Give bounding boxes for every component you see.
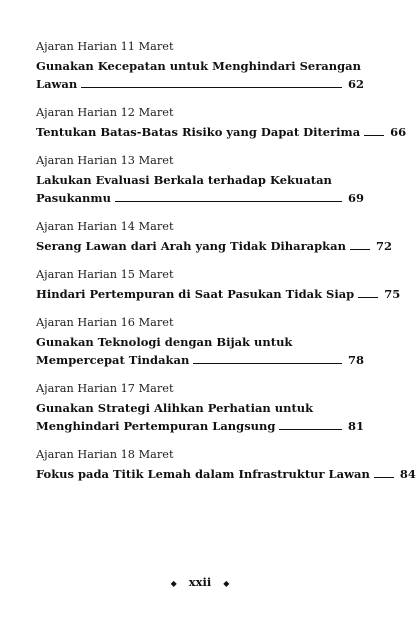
- leader-line: [374, 468, 394, 478]
- toc-entry[interactable]: [36, 382, 364, 435]
- entry-title: [36, 333, 364, 369]
- table-of-contents: [36, 40, 416, 496]
- entry-title-line: Menghindari Pertempuran Langsung: [36, 419, 276, 433]
- leader-line: [115, 192, 342, 202]
- entry-date-label: Ajaran Harian 18 Maret: [36, 448, 174, 461]
- entry-title: [36, 123, 407, 141]
- toc-entry[interactable]: [36, 106, 407, 141]
- entry-date-label: Ajaran Harian 15 Maret: [36, 268, 174, 281]
- entry-title-last-line: [36, 237, 392, 255]
- entry-title-last-line: [36, 465, 416, 483]
- entry-page-number: 84: [399, 467, 416, 481]
- entry-date-label: Ajaran Harian 14 Maret: [36, 220, 174, 233]
- entry-page-number: 69: [347, 191, 364, 205]
- toc-entry[interactable]: [36, 448, 416, 483]
- entry-page-number: 66: [390, 125, 407, 139]
- entry-title-last-line: [36, 189, 364, 207]
- entry-title-last-line: [36, 75, 364, 93]
- entry-page-number: 75: [384, 287, 401, 301]
- diamond-ornament-icon: ◆: [170, 578, 177, 588]
- entry-title-line: Lawan: [36, 77, 78, 91]
- entry-page-number: 78: [347, 353, 364, 367]
- entry-title: [36, 399, 364, 435]
- leader-line: [350, 240, 370, 250]
- entry-title: [36, 465, 416, 483]
- page-number-label: xxii: [188, 575, 212, 589]
- entry-title: [36, 57, 364, 93]
- entry-date-label: Ajaran Harian 11 Maret: [36, 40, 174, 53]
- entry-title-line: Gunakan Teknologi dengan Bijak untuk: [36, 335, 293, 349]
- entry-title: [36, 237, 392, 255]
- leader-line: [193, 354, 342, 364]
- entry-title: [36, 171, 364, 207]
- entry-title-line: Lakukan Evaluasi Berkala terhadap Kekuatan: [36, 173, 332, 187]
- entry-title-line: Pasukanmu: [36, 191, 111, 205]
- entry-page-number: 81: [347, 419, 364, 433]
- diamond-ornament-icon: ◆: [223, 578, 230, 588]
- toc-entry[interactable]: [36, 268, 401, 303]
- leader-line: [279, 420, 342, 430]
- entry-title: [36, 285, 401, 303]
- entry-title-last-line: [36, 285, 401, 303]
- entry-date-label: Ajaran Harian 17 Maret: [36, 382, 174, 395]
- entry-title-line: Serang Lawan dari Arah yang Tidak Diharapkan: [36, 239, 346, 253]
- toc-entry[interactable]: [36, 316, 364, 369]
- leader-line: [81, 78, 342, 88]
- entry-page-number: 72: [375, 239, 392, 253]
- toc-entry[interactable]: [36, 220, 392, 255]
- toc-entry[interactable]: [36, 40, 364, 93]
- page-footer: [0, 575, 400, 590]
- leader-line: [364, 126, 384, 136]
- toc-entry[interactable]: [36, 154, 364, 207]
- entry-title-last-line: [36, 123, 407, 141]
- leader-line: [358, 288, 378, 298]
- entry-title-last-line: [36, 351, 364, 369]
- entry-date-label: Ajaran Harian 16 Maret: [36, 316, 174, 329]
- entry-title-line: Fokus pada Titik Lemah dalam Infrastruktur Lawan: [36, 467, 370, 481]
- entry-title-line: Gunakan Strategi Alihkan Perhatian untuk: [36, 401, 314, 415]
- entry-title-line: Hindari Pertempuran di Saat Pasukan Tidak Siap: [36, 287, 355, 301]
- entry-title-line: Tentukan Batas-Batas Risiko yang Dapat Diterima: [36, 125, 361, 139]
- entry-title-line: Gunakan Kecepatan untuk Menghindari Serangan: [36, 59, 361, 73]
- entry-title-last-line: [36, 417, 364, 435]
- entry-date-label: Ajaran Harian 12 Maret: [36, 106, 174, 119]
- entry-date-label: Ajaran Harian 13 Maret: [36, 154, 174, 167]
- entry-title-line: Mempercepat Tindakan: [36, 353, 190, 367]
- entry-page-number: 62: [347, 77, 364, 91]
